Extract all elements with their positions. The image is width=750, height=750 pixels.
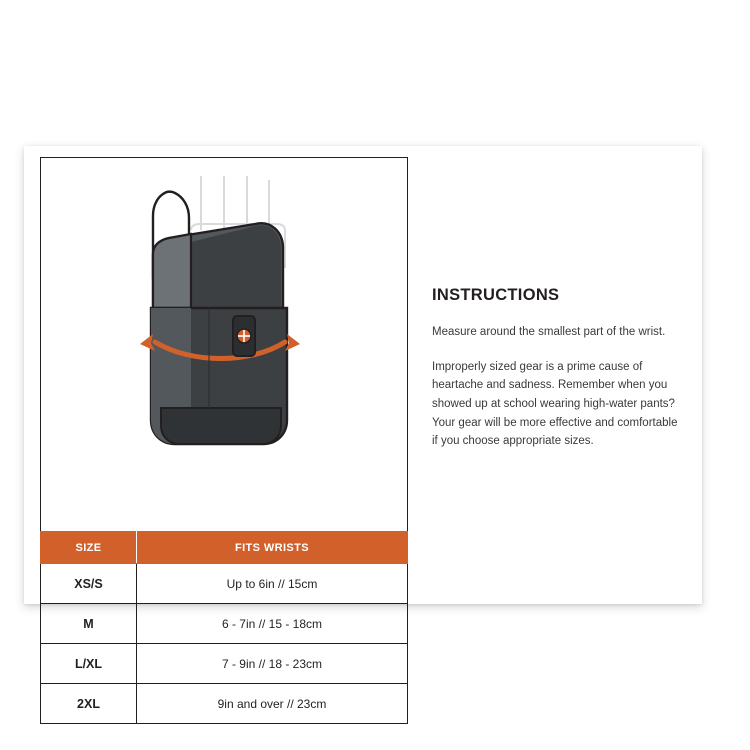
cell-fits-wrists: 7 - 9in // 18 - 23cm	[137, 644, 408, 684]
cell-fits-wrists: 6 - 7in // 15 - 18cm	[137, 604, 408, 644]
cell-size: XS/S	[41, 564, 137, 604]
cell-fits-wrists: 9in and over // 23cm	[137, 684, 408, 724]
sizing-chart-card	[24, 146, 702, 711]
instructions-paragraph-1: Measure around the smallest part of the wrist.	[432, 326, 666, 338]
wrist-brace-illustration-icon	[41, 158, 407, 531]
cell-size: 2XL	[41, 684, 137, 724]
instructions-title: INSTRUCTIONS	[432, 286, 560, 304]
column-header-size: SIZE	[41, 532, 137, 564]
table-row	[41, 564, 408, 604]
table-header-row	[41, 532, 408, 564]
illustration-panel	[40, 157, 408, 532]
size-table-body	[41, 564, 408, 724]
left-column	[40, 157, 410, 711]
size-table	[40, 531, 408, 724]
table-row	[41, 644, 408, 684]
cell-fits-wrists: Up to 6in // 15cm	[137, 564, 408, 604]
card-inner	[24, 146, 702, 711]
instructions-paragraph-2: Improperly sized gear is a prime cause of heartache and sadness. Remember when you showed up at school wearing high-water pants? Your gear will be more effective and comfortable if you choose appropriate sizes.	[432, 360, 678, 448]
cell-size: M	[41, 604, 137, 644]
column-header-fits-wrists: FITS WRISTS	[137, 532, 408, 564]
table-row	[41, 604, 408, 644]
size-table-head	[41, 532, 408, 564]
instructions-column	[432, 286, 680, 451]
table-row	[41, 684, 408, 724]
cell-size: L/XL	[41, 644, 137, 684]
